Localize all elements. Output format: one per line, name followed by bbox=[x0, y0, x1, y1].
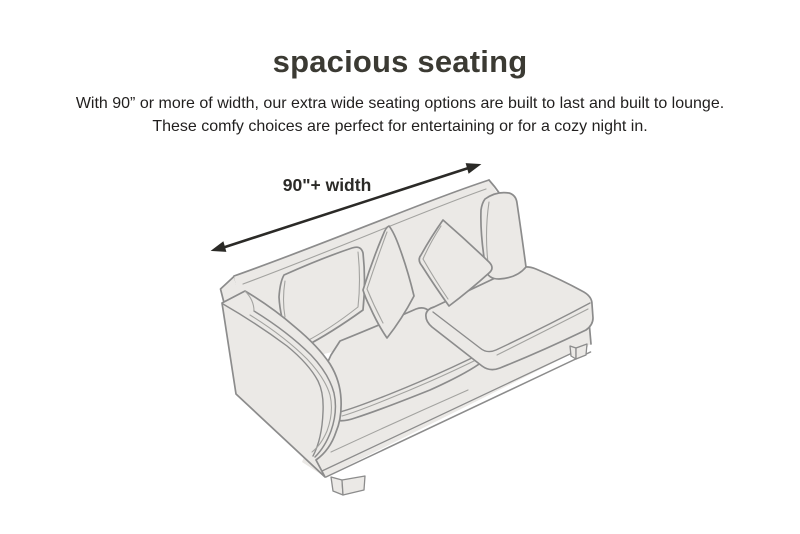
dimension-label: 90"+ width bbox=[282, 175, 372, 195]
foot-left-front bbox=[342, 476, 365, 495]
arrowhead-left-icon bbox=[212, 242, 226, 251]
sofa-illustration bbox=[221, 180, 594, 495]
arrowhead-right-icon bbox=[466, 164, 480, 173]
foot-right bbox=[570, 346, 576, 359]
body-line-2: These comfy choices are perfect for entertaining or for a cozy night in. bbox=[152, 117, 648, 135]
foot-left bbox=[331, 477, 343, 495]
body-line-1: With 90” or more of width, our extra wide seating options are built to last and built to lounge. bbox=[75, 95, 725, 112]
page-title: spacious seating bbox=[272, 44, 528, 79]
